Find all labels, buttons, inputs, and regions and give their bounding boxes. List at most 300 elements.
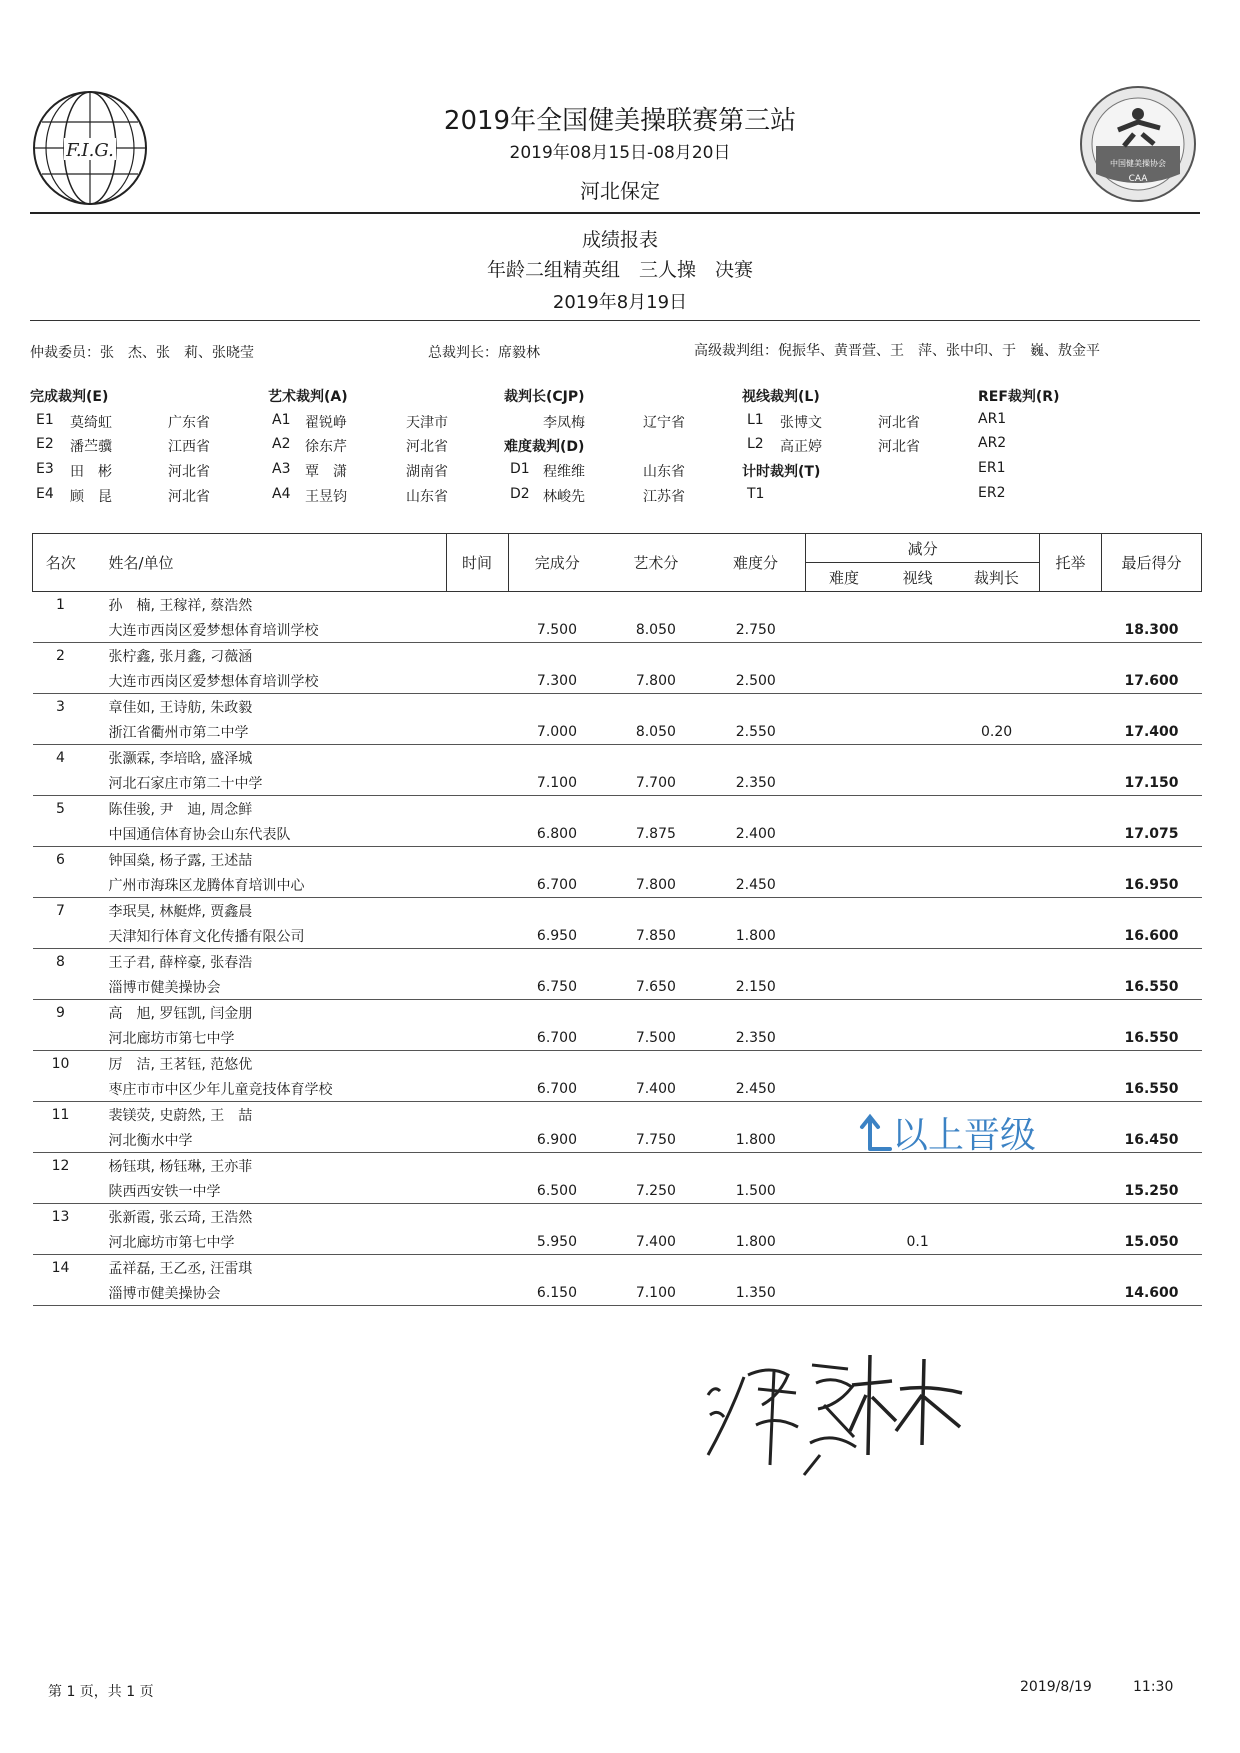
empty-cell: [1040, 1051, 1102, 1077]
deduction-difficulty: [806, 821, 882, 847]
empty-cell: [33, 668, 89, 694]
empty-cell: [508, 694, 606, 720]
empty-cell: [954, 643, 1040, 669]
empty-cell: [1101, 1153, 1201, 1179]
athletes-cell: 张新霞, 张云琦, 王浩然: [108, 1209, 253, 1226]
empty-cell: [806, 694, 882, 720]
empty-cell: [1101, 898, 1201, 924]
empty-cell: [954, 847, 1040, 873]
empty-cell: [1040, 1153, 1102, 1179]
time-cell: [446, 1229, 508, 1255]
result-row-scores: [33, 770, 1202, 796]
final-score: 16.950: [1101, 872, 1201, 898]
deduction-line: [882, 617, 954, 643]
result-row-names: [33, 694, 1202, 720]
empty-cell: [706, 643, 806, 669]
result-row-names: [33, 643, 1202, 669]
time-cell: [446, 1178, 508, 1204]
time-panel-header: 计时裁判(T): [742, 464, 821, 480]
artistic-score: 7.700: [606, 770, 706, 796]
empty-cell: [508, 1051, 606, 1077]
result-row-names: [33, 1255, 1202, 1281]
empty-cell: [954, 796, 1040, 822]
deduction-cjp: [954, 923, 1040, 949]
empty-cell: [606, 898, 706, 924]
empty-cell: [606, 1255, 706, 1281]
artistic-panel-header: 艺术裁判(A): [268, 389, 348, 405]
empty-cell: [806, 949, 882, 975]
deduction-line: [882, 1076, 954, 1102]
empty-cell: [508, 1204, 606, 1230]
empty-cell: [806, 643, 882, 669]
lifts-cell: [1040, 1025, 1102, 1051]
officials-divider: [30, 320, 1200, 321]
result-row-scores: [33, 1178, 1202, 1204]
athletes-cell: 孟祥磊, 王乙丞, 汪雷琪: [108, 1260, 253, 1277]
result-row-scores: [33, 821, 1202, 847]
empty-cell: [606, 847, 706, 873]
empty-cell: [882, 694, 954, 720]
empty-cell: [606, 1051, 706, 1077]
artistic-score: 8.050: [606, 719, 706, 745]
deduction-cjp: [954, 1025, 1040, 1051]
header-time: 时间: [446, 534, 508, 592]
ref-judge-code: ER1: [978, 460, 1006, 476]
empty-cell: [1040, 643, 1102, 669]
empty-cell: [882, 643, 954, 669]
empty-cell: [706, 898, 806, 924]
execution-score: 6.900: [508, 1127, 606, 1153]
empty-cell: [508, 898, 606, 924]
lifts-cell: [1040, 719, 1102, 745]
empty-cell: [446, 1000, 508, 1026]
header-ded-line: 视线: [882, 563, 954, 592]
empty-cell: [706, 592, 806, 618]
line-judge-name: 高正婷: [780, 439, 822, 455]
empty-cell: [706, 745, 806, 771]
club-cell: 河北廊坊市第七中学: [88, 1229, 446, 1255]
difficulty-judge-province: 江苏省: [643, 489, 685, 505]
difficulty-score: 2.350: [706, 770, 806, 796]
lifts-cell: [1040, 668, 1102, 694]
club-cell: 枣庄市市中区少年儿童竞技体育学校: [88, 1076, 446, 1102]
lifts-cell: [1040, 1178, 1102, 1204]
rank-cell: 2: [56, 647, 65, 664]
difficulty-judge-code: D2: [510, 486, 530, 502]
empty-cell: [606, 1204, 706, 1230]
time-cell: [446, 719, 508, 745]
empty-cell: [508, 949, 606, 975]
empty-cell: [954, 1000, 1040, 1026]
result-row-scores: [33, 872, 1202, 898]
difficulty-score: 1.500: [706, 1178, 806, 1204]
execution-score: 6.700: [508, 872, 606, 898]
result-row-scores: [33, 1229, 1202, 1255]
empty-cell: [33, 1025, 89, 1051]
result-row-scores: [33, 1025, 1202, 1051]
execution-judge-name: 田 彬: [70, 464, 112, 480]
deduction-line: 0.1: [882, 1229, 954, 1255]
club-cell: 淄博市健美操协会: [88, 1280, 446, 1306]
rank-cell: 6: [56, 851, 65, 868]
results-table: [32, 533, 1202, 1306]
empty-cell: [954, 592, 1040, 618]
difficulty-score: 2.450: [706, 1076, 806, 1102]
arrow-up-icon: [858, 1111, 892, 1151]
empty-cell: [882, 745, 954, 771]
result-row-names: [33, 1204, 1202, 1230]
athletes-cell: 钟国燊, 杨子露, 王述喆: [108, 852, 253, 869]
rank-cell: 12: [51, 1157, 70, 1174]
ref-judge-code: ER2: [978, 485, 1006, 501]
header-ded-difficulty: 难度: [806, 563, 882, 592]
empty-cell: [806, 1000, 882, 1026]
difficulty-score: 2.450: [706, 872, 806, 898]
artistic-judge-province: 山东省: [406, 489, 448, 505]
empty-cell: [1101, 1255, 1201, 1281]
empty-cell: [706, 847, 806, 873]
empty-cell: [882, 1000, 954, 1026]
lifts-cell: [1040, 617, 1102, 643]
lifts-cell: [1040, 872, 1102, 898]
lifts-cell: [1040, 923, 1102, 949]
time-cell: [446, 1127, 508, 1153]
deduction-cjp: [954, 1076, 1040, 1102]
empty-cell: [606, 1153, 706, 1179]
empty-cell: [954, 745, 1040, 771]
execution-score: 6.700: [508, 1076, 606, 1102]
difficulty-score: 2.750: [706, 617, 806, 643]
artistic-score: 7.250: [606, 1178, 706, 1204]
empty-cell: [446, 847, 508, 873]
empty-cell: [606, 796, 706, 822]
empty-cell: [954, 694, 1040, 720]
empty-cell: [446, 745, 508, 771]
empty-cell: [33, 872, 89, 898]
athletes-cell: 李珉昊, 林艇烨, 贾鑫晨: [108, 903, 253, 920]
ref-panel-header: REF裁判(R): [978, 389, 1060, 405]
execution-score: 5.950: [508, 1229, 606, 1255]
difficulty-score: 1.350: [706, 1280, 806, 1306]
result-row-names: [33, 898, 1202, 924]
svg-text:F.I.G.: F.I.G.: [66, 140, 114, 161]
artistic-judge-name: 王昱钧: [305, 489, 347, 505]
final-score: 17.150: [1101, 770, 1201, 796]
empty-cell: [33, 770, 89, 796]
deduction-cjp: [954, 1178, 1040, 1204]
competition-title: 2019年全国健美操联赛第三站: [443, 106, 797, 136]
lifts-cell: [1040, 974, 1102, 1000]
empty-cell: [1101, 796, 1201, 822]
empty-cell: [1101, 1051, 1201, 1077]
header-difficulty: 难度分: [706, 534, 806, 592]
empty-cell: [806, 847, 882, 873]
empty-cell: [446, 643, 508, 669]
execution-judge-province: 广东省: [168, 415, 210, 431]
empty-cell: [446, 694, 508, 720]
final-score: 16.450: [1101, 1127, 1201, 1153]
result-row-scores: [33, 668, 1202, 694]
result-row-names: [33, 847, 1202, 873]
empty-cell: [508, 592, 606, 618]
empty-cell: [33, 923, 89, 949]
deduction-difficulty: [806, 770, 882, 796]
ref-judge-code: AR1: [978, 411, 1007, 427]
athletes-cell: 高 旭, 罗钰凯, 闫金朋: [108, 1005, 253, 1022]
deduction-difficulty: [806, 1280, 882, 1306]
final-score: 16.550: [1101, 974, 1201, 1000]
empty-cell: [606, 694, 706, 720]
club-cell: 陕西西安铁一中学: [88, 1178, 446, 1204]
empty-cell: [1040, 592, 1102, 618]
empty-cell: [33, 617, 89, 643]
deduction-difficulty: [806, 668, 882, 694]
execution-judge-name: 顾 昆: [70, 489, 112, 505]
artistic-judge-code: A1: [272, 412, 291, 428]
empty-cell: [33, 1127, 89, 1153]
empty-cell: [806, 1204, 882, 1230]
empty-cell: [446, 796, 508, 822]
svg-text:CAA: CAA: [1128, 174, 1148, 184]
club-cell: 河北石家庄市第二十中学: [88, 770, 446, 796]
header-artistic: 艺术分: [606, 534, 706, 592]
empty-cell: [33, 974, 89, 1000]
time-cell: [446, 770, 508, 796]
deduction-cjp: [954, 770, 1040, 796]
competition-venue: 河北保定: [580, 179, 660, 203]
empty-cell: [446, 592, 508, 618]
empty-cell: [1040, 1102, 1102, 1128]
time-cell: [446, 668, 508, 694]
rank-cell: 7: [56, 902, 65, 919]
deduction-line: [882, 719, 954, 745]
ref-judge-code: AR2: [978, 435, 1007, 451]
chief-judge: 总裁判长：席毅林: [428, 345, 540, 361]
artistic-score: 7.400: [606, 1076, 706, 1102]
deduction-line: [882, 872, 954, 898]
execution-score: 6.150: [508, 1280, 606, 1306]
artistic-score: 7.500: [606, 1025, 706, 1051]
cjp-panel-header: 裁判长(CJP): [504, 389, 585, 405]
result-row-names: [33, 949, 1202, 975]
empty-cell: [1101, 1000, 1201, 1026]
empty-cell: [508, 1153, 606, 1179]
final-score: 16.550: [1101, 1076, 1201, 1102]
empty-cell: [1040, 1204, 1102, 1230]
empty-cell: [1040, 1255, 1102, 1281]
empty-cell: [33, 821, 89, 847]
empty-cell: [1101, 592, 1201, 618]
time-cell: [446, 1280, 508, 1306]
line-judge-code: L2: [747, 436, 764, 452]
final-score: 17.075: [1101, 821, 1201, 847]
deduction-line: [882, 1280, 954, 1306]
athletes-cell: 张灏霖, 李培晗, 盛泽城: [108, 750, 253, 767]
line-judge-province: 河北省: [878, 439, 920, 455]
empty-cell: [446, 1255, 508, 1281]
club-cell: 天津知行体育文化传播有限公司: [88, 923, 446, 949]
empty-cell: [1101, 949, 1201, 975]
execution-judge-name: 莫绮虹: [70, 415, 112, 431]
empty-cell: [706, 949, 806, 975]
execution-judge-code: E2: [36, 436, 54, 452]
artistic-score: 7.650: [606, 974, 706, 1000]
results-body: [33, 592, 1202, 1306]
empty-cell: [1101, 745, 1201, 771]
line-panel-header: 视线裁判(L): [742, 389, 820, 405]
time-cell: [446, 1025, 508, 1051]
execution-score: 6.800: [508, 821, 606, 847]
final-score: 15.250: [1101, 1178, 1201, 1204]
difficulty-score: 1.800: [706, 923, 806, 949]
deduction-difficulty: [806, 923, 882, 949]
execution-score: 7.100: [508, 770, 606, 796]
artistic-judge-name: 徐东芹: [305, 439, 347, 455]
athletes-cell: 孙 楠, 王稼祥, 蔡浩然: [108, 597, 253, 614]
empty-cell: [706, 796, 806, 822]
artistic-judge-province: 天津市: [406, 415, 448, 431]
final-score: 16.550: [1101, 1025, 1201, 1051]
rank-cell: 9: [56, 1004, 65, 1021]
deduction-difficulty: [806, 1229, 882, 1255]
empty-cell: [606, 643, 706, 669]
empty-cell: [1040, 745, 1102, 771]
deduction-cjp: [954, 1229, 1040, 1255]
line-judge-province: 河北省: [878, 415, 920, 431]
deduction-cjp: [954, 617, 1040, 643]
empty-cell: [882, 1204, 954, 1230]
empty-cell: [33, 719, 89, 745]
artistic-score: 7.800: [606, 668, 706, 694]
artistic-score: 7.800: [606, 872, 706, 898]
artistic-judge-code: A4: [272, 486, 291, 502]
rank-cell: 5: [56, 800, 65, 817]
execution-score: 6.750: [508, 974, 606, 1000]
print-time: 11:30: [1133, 1679, 1174, 1695]
empty-cell: [606, 745, 706, 771]
execution-score: 6.500: [508, 1178, 606, 1204]
signature: [700, 1335, 970, 1485]
senior-judge-group: 高级裁判组：倪振华、黄晋萱、王 萍、张中印、于 巍、敖金平: [694, 343, 1100, 359]
lifts-cell: [1040, 1229, 1102, 1255]
empty-cell: [1101, 694, 1201, 720]
empty-cell: [606, 1000, 706, 1026]
result-row-names: [33, 745, 1202, 771]
result-row-scores: [33, 719, 1202, 745]
artistic-score: 7.100: [606, 1280, 706, 1306]
difficulty-panel-header: 难度裁判(D): [504, 439, 585, 455]
result-row-scores: [33, 1280, 1202, 1306]
athletes-cell: 章佳如, 王诗舫, 朱政毅: [108, 699, 253, 716]
artistic-score: 7.875: [606, 821, 706, 847]
empty-cell: [1040, 847, 1102, 873]
execution-score: 7.300: [508, 668, 606, 694]
final-score: 16.600: [1101, 923, 1201, 949]
empty-cell: [606, 949, 706, 975]
athletes-cell: 杨钰琪, 杨钰琳, 王亦菲: [108, 1158, 253, 1175]
empty-cell: [1101, 1102, 1201, 1128]
empty-cell: [706, 694, 806, 720]
artistic-score: 7.400: [606, 1229, 706, 1255]
result-row-names: [33, 1000, 1202, 1026]
rank-cell: 13: [51, 1208, 70, 1225]
deduction-cjp: 0.20: [954, 719, 1040, 745]
execution-judge-province: 河北省: [168, 464, 210, 480]
final-score: 18.300: [1101, 617, 1201, 643]
empty-cell: [806, 1255, 882, 1281]
event-date: 2019年8月19日: [552, 292, 688, 313]
deduction-cjp: [954, 821, 1040, 847]
empty-cell: [706, 1153, 806, 1179]
cjp-name: 李凤梅: [543, 415, 585, 431]
artistic-judge-code: A2: [272, 436, 291, 452]
rank-cell: 3: [56, 698, 65, 715]
final-score: 17.600: [1101, 668, 1201, 694]
empty-cell: [446, 1051, 508, 1077]
empty-cell: [806, 898, 882, 924]
final-score: 17.400: [1101, 719, 1201, 745]
lifts-cell: [1040, 1280, 1102, 1306]
time-judge-code: T1: [747, 486, 765, 502]
empty-cell: [33, 1178, 89, 1204]
difficulty-score: 2.400: [706, 821, 806, 847]
difficulty-judge-name: 林峻先: [543, 489, 585, 505]
line-judge-name: 张博文: [780, 415, 822, 431]
deduction-cjp: [954, 668, 1040, 694]
artistic-score: 8.050: [606, 617, 706, 643]
artistic-judge-code: A3: [272, 461, 291, 477]
club-cell: 河北廊坊市第七中学: [88, 1025, 446, 1051]
empty-cell: [806, 592, 882, 618]
rank-cell: 11: [51, 1106, 70, 1123]
svg-text:中国健美操协会: 中国健美操协会: [1110, 159, 1166, 168]
empty-cell: [508, 643, 606, 669]
empty-cell: [1101, 643, 1201, 669]
advance-annotation: [858, 1107, 1036, 1158]
empty-cell: [706, 1051, 806, 1077]
rank-cell: 8: [56, 953, 65, 970]
lifts-cell: [1040, 821, 1102, 847]
deduction-difficulty: [806, 1076, 882, 1102]
execution-judge-code: E3: [36, 461, 54, 477]
artistic-score: 7.850: [606, 923, 706, 949]
empty-cell: [1101, 847, 1201, 873]
empty-cell: [446, 1204, 508, 1230]
header-deductions: 减分: [806, 534, 1040, 563]
competition-dates: 2019年08月15日-08月20日: [509, 143, 731, 163]
club-cell: 河北衡水中学: [88, 1127, 446, 1153]
empty-cell: [508, 1102, 606, 1128]
empty-cell: [33, 1076, 89, 1102]
empty-cell: [33, 1229, 89, 1255]
empty-cell: [954, 1204, 1040, 1230]
difficulty-judge-code: D1: [510, 461, 530, 477]
empty-cell: [1040, 949, 1102, 975]
artistic-judge-name: 翟锐峥: [305, 415, 347, 431]
rank-cell: 4: [56, 749, 65, 766]
difficulty-score: 2.550: [706, 719, 806, 745]
time-cell: [446, 821, 508, 847]
deduction-cjp: [954, 1280, 1040, 1306]
execution-score: 7.000: [508, 719, 606, 745]
time-cell: [446, 872, 508, 898]
result-row-names: [33, 1051, 1202, 1077]
header-execution: 完成分: [508, 534, 606, 592]
result-row-scores: [33, 923, 1202, 949]
header-lifts: 托举: [1040, 534, 1102, 592]
empty-cell: [882, 898, 954, 924]
execution-score: 6.950: [508, 923, 606, 949]
